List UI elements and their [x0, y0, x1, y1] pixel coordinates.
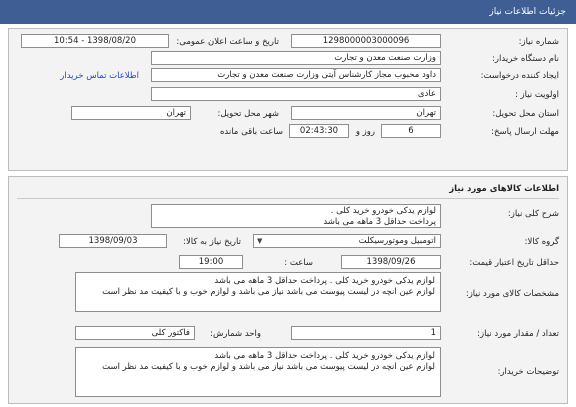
- buyer-notes-field: [75, 347, 441, 397]
- group-label: گروه کالا:: [524, 237, 559, 247]
- city-label: شهر محل تحویل:: [217, 109, 279, 119]
- specs-line-1: لوازم یدکی خودرو خرید کلی . پرداخت حداقل 3 ماهه می باشد: [214, 276, 435, 286]
- deadline-label: مهلت ارسال پاسخ:: [491, 127, 559, 137]
- priority-field: عادی: [151, 87, 441, 101]
- need-date-field: 1398/09/03: [59, 234, 167, 248]
- section-divider: [17, 198, 559, 199]
- time-remaining-field: 02:43:30: [289, 124, 349, 138]
- notes-line-2: لوازم عین انچه در لیست پیوست می باشد نیاز می باشد و لوازم خوب و با کیفیت مد نظر است: [102, 362, 435, 372]
- goods-info-panel: [8, 176, 568, 404]
- qty-label: تعداد / مقدار مورد نیاز:: [477, 329, 559, 339]
- page-header: [0, 0, 576, 24]
- requester-label: ایجاد کننده درخواست:: [480, 71, 559, 81]
- announce-label: تاریخ و ساعت اعلان عمومی:: [176, 37, 279, 47]
- buyer-org-field: وزارت صنعت معدن و تجارت: [151, 51, 441, 65]
- unit-field: فاکتور کلی: [75, 326, 195, 340]
- announce-field: 1398/08/20 - 10:54: [21, 34, 169, 48]
- need-info-panel: [8, 28, 568, 171]
- city-field: تهران: [71, 106, 191, 120]
- group-value: اتومبیل وموتورسیکلت: [358, 236, 436, 246]
- unit-label: واحد شمارش:: [210, 329, 261, 339]
- min-validity-label: حداقل تاریخ اعتبار قیمت:: [469, 258, 559, 268]
- buyer-contact-link[interactable]: اطلاعات تماس خریدار: [60, 71, 139, 81]
- group-select[interactable]: [253, 234, 441, 248]
- days-field: 6: [381, 124, 441, 138]
- buyer-notes-label: توضیحات خریدار:: [497, 367, 559, 377]
- specs-line-2: لوازم عین انچه در لیست پیوست می باشد نیاز می باشد و لوازم خوب و با کیفیت مد نظر است: [102, 287, 435, 297]
- province-label: استان محل تحویل:: [492, 109, 559, 119]
- summary-line-1: لوازم یدکی خودرو خرید کلی .: [330, 206, 436, 216]
- days-unit: روز و: [355, 127, 375, 137]
- need-number-label: شماره نیاز:: [518, 37, 559, 47]
- specs-field: [75, 272, 441, 312]
- goods-section-title: اطلاعات کالاهای مورد نیاز: [449, 184, 559, 194]
- notes-line-1: لوازم یدکی خودرو خرید کلی . پرداخت حداقل 3 ماهه می باشد: [214, 351, 435, 361]
- province-field: تهران: [291, 106, 441, 120]
- summary-line-2: پرداخت حداقل 3 ماهه می باشد: [323, 217, 436, 227]
- specs-label: مشخصات کالای مورد نیاز:: [465, 289, 559, 299]
- requester-field: داود محبوب مجاز کارشناس آیتی وزارت صنعت معدن و تجارت: [151, 68, 441, 82]
- summary-label: شرح کلی نیاز:: [507, 209, 559, 219]
- chevron-down-icon: ▼: [257, 237, 263, 245]
- remaining-label: ساعت باقی مانده: [219, 127, 283, 137]
- priority-label: اولویت نیاز :: [514, 90, 559, 100]
- min-validity-field: 1398/09/26: [341, 255, 441, 269]
- need-date-label: تاریخ نیاز به کالا:: [183, 237, 241, 247]
- buyer-org-label: نام دستگاه خریدار:: [492, 54, 559, 64]
- page-title: جزئیات اطلاعات نیاز: [489, 7, 566, 17]
- time-label: ساعت :: [284, 258, 313, 268]
- summary-field: [151, 204, 441, 228]
- time-field: 19:00: [179, 255, 243, 269]
- need-number-field: 1298000003000096: [291, 34, 441, 48]
- qty-field: 1: [291, 326, 441, 340]
